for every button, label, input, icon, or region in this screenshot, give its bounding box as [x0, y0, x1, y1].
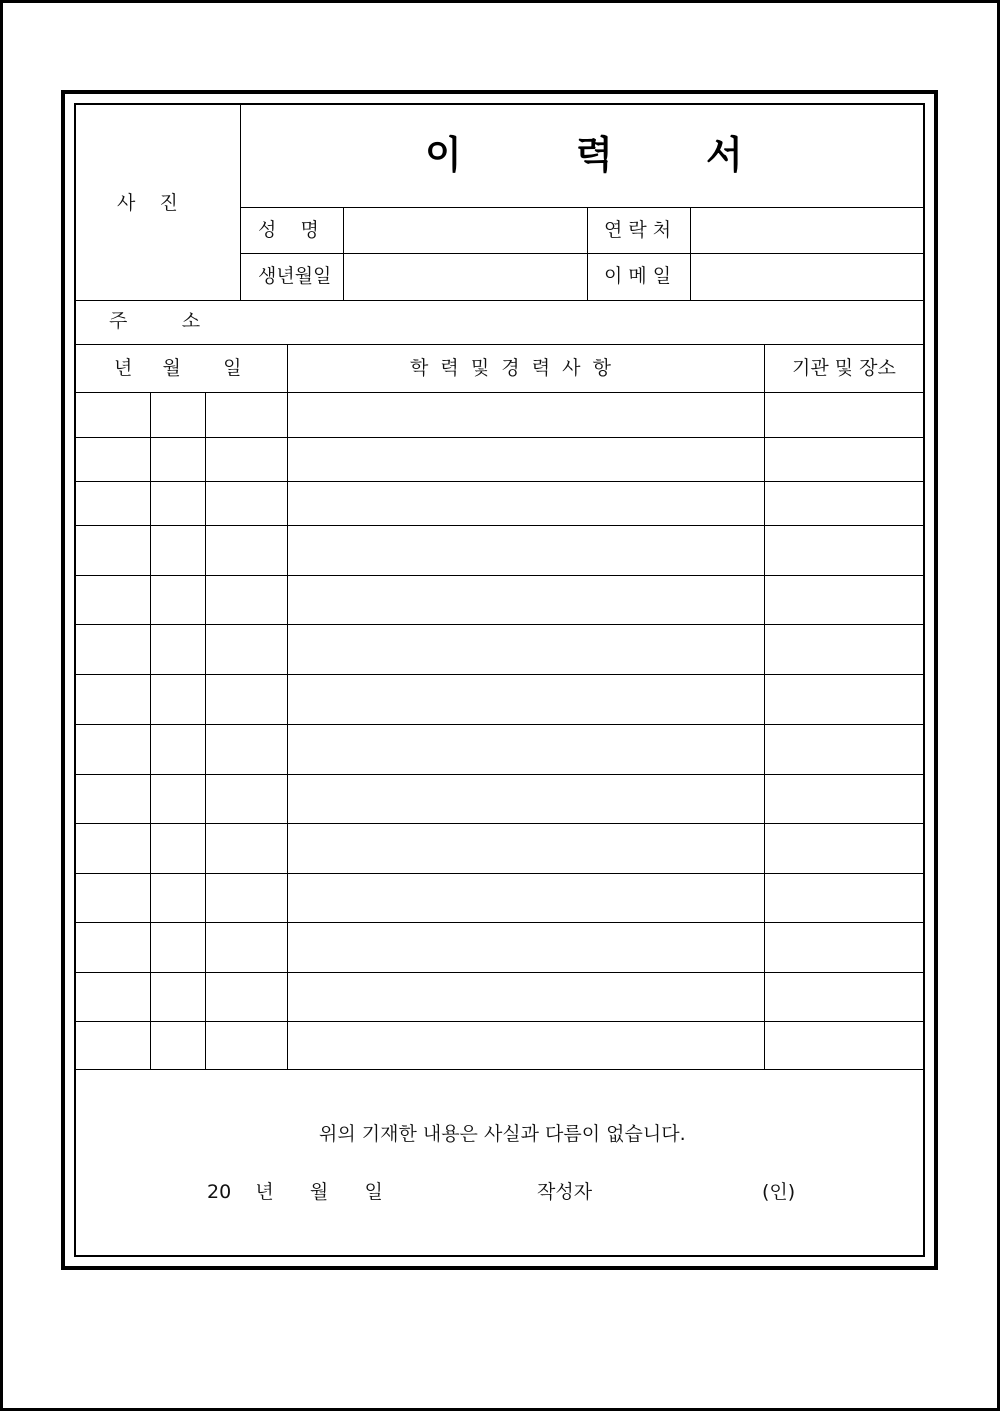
title-char-1: 이 [425, 133, 462, 177]
date-line: 20 년 월 일 [207, 1181, 383, 1203]
table-row-line [75, 481, 924, 482]
year-month-divider [150, 392, 151, 1069]
author-label: 작성자 [537, 1181, 593, 1203]
table-row-line [75, 724, 924, 725]
table-row-line [75, 575, 924, 576]
table-row-line [75, 922, 924, 923]
birthdate-label: 생년월일 [258, 265, 332, 287]
table-row-line [75, 624, 924, 625]
email-field[interactable] [691, 254, 923, 299]
table-row-line [75, 1021, 924, 1022]
date-content-divider [287, 344, 288, 1069]
history-institution-header: 기관 및 장소 [792, 357, 896, 379]
history-content-header: 학 력 및 경 력 사 항 [410, 357, 611, 379]
content-institution-divider [764, 344, 765, 1069]
title-char-3: 서 [706, 133, 743, 177]
photo-label: 사 진 [117, 192, 178, 214]
address-bottom-line [75, 344, 924, 345]
contact-field[interactable] [691, 208, 923, 252]
table-row-line [75, 823, 924, 824]
table-row-line [75, 873, 924, 874]
address-label: 주 소 [109, 310, 201, 332]
table-row-line [75, 674, 924, 675]
value-divider-middle [587, 207, 588, 300]
email-label: 이 메 일 [604, 265, 672, 287]
table-row-line [75, 774, 924, 775]
contact-label: 연 락 처 [604, 219, 672, 241]
name-field[interactable] [344, 208, 586, 252]
seal-label: (인) [762, 1181, 796, 1203]
history-date-header: 년 월 일 [114, 357, 242, 379]
month-day-divider [205, 392, 206, 1069]
history-header-bottom-line [75, 392, 924, 393]
name-label: 성 명 [258, 219, 319, 241]
birthdate-field[interactable] [344, 254, 586, 299]
photo-divider [240, 104, 241, 301]
table-row-line [75, 525, 924, 526]
title-char-2: 력 [576, 133, 613, 177]
declaration-text: 위의 기재한 내용은 사실과 다름이 없습니다. [319, 1123, 686, 1145]
table-row-line [75, 972, 924, 973]
address-field[interactable] [241, 301, 923, 343]
table-bottom-line [75, 1069, 924, 1070]
table-row-line [75, 437, 924, 438]
